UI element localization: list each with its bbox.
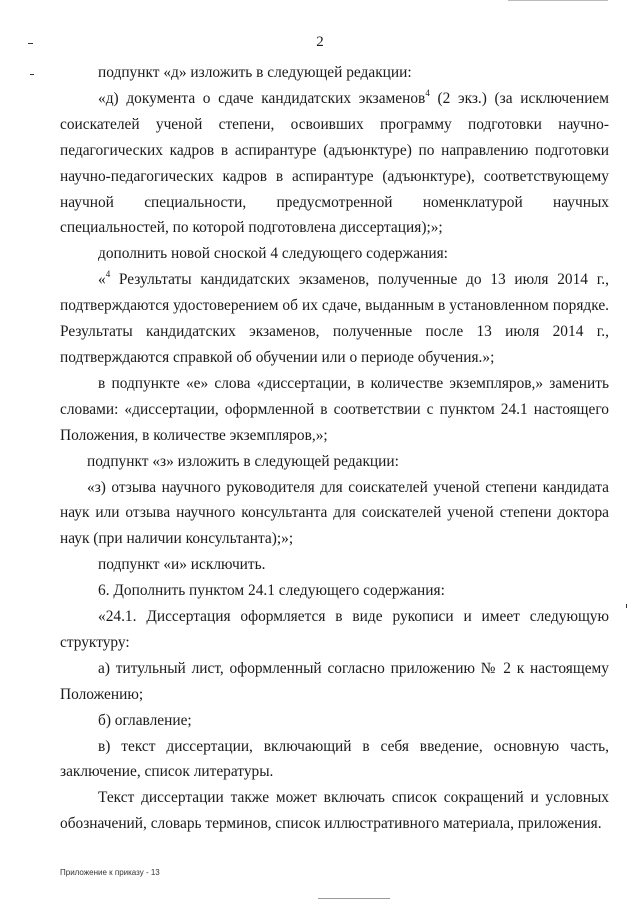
paragraph (60, 86, 609, 241)
paragraph: Текст диссертации также может включать список сокращений и условных обозначений, словарь терминов, список иллюстративного материала, приложения. (60, 789, 609, 833)
paragraph-text: « (98, 271, 106, 289)
paragraph: подпункт «и» исключить. (98, 556, 266, 574)
footnote-ref: 4 (105, 269, 111, 280)
paragraph: а) титульный лист, оформленный согласно приложению № 2 к настоящему Положению; (60, 659, 609, 703)
footer-text: Приложение к приказу - 13 (60, 868, 160, 877)
paragraph: в подпункте «е» слова «диссертации, в количестве экземпляров,» заменить словами: «диссертации, оформленной в соответствии с пунктом 24.1 настоящего Положения, в количестве экземпляров,»; (60, 374, 609, 444)
scan-edge-line (508, 0, 608, 1)
document-body (60, 60, 609, 837)
paragraph: подпункт «д» изложить в следующей редакции: (98, 64, 412, 81)
paragraph: 6. Дополнить пунктом 24.1 следующего содержания: (98, 582, 445, 600)
paragraph: б) оглавление; (98, 711, 192, 729)
paragraph: «з) отзыва научного руководителя для соискателей ученой степени кандидата наук или отзыва научного консультанта для соискателей ученой степени доктора наук (при наличии консультанта);»; (60, 478, 609, 548)
paragraph (60, 267, 609, 371)
paragraph-text: Результаты кандидатских экзаменов, полученные до 13 июля 2014 г., подтверждаются удостоверением об их сдаче, выданным в установленном порядке. Результаты кандидатских экзаменов, полученные после 13 июля 2014 г., подтверждаются справкой об обучении или о периоде обучения.»; (60, 271, 609, 366)
paragraph: «24.1. Диссертация оформляется в виде рукописи и имеет следующую структуру: (60, 608, 609, 651)
paragraph: подпункт «з» изложить в следующей редакции: (87, 452, 399, 470)
paragraph-text: (2 экз.) (за исключением соискателей ученой степени, освоивших программу подготовки научно-педагогических кадров в аспирантуре (адъюнктуре) по направлению подготовки научно-педагогических кадров в аспирантуре (адъюнктуре), соответствующему научной специальности, предусмотренной номенклатурой научных специальностей, по которой подготовлена диссертация);»; (60, 89, 610, 237)
scan-edge-line (318, 898, 390, 899)
paragraph: дополнить новой сноской 4 следующего содержания: (98, 245, 448, 263)
scan-mark (626, 604, 627, 608)
scan-mark (30, 74, 34, 75)
paragraph: в) текст диссертации, включающий в себя введение, основную часть, заключение, список литературы. (60, 737, 609, 781)
page-number: 2 (316, 34, 324, 50)
paragraph-text: «д) документа о сдаче кандидатских экзаменов (98, 89, 426, 107)
footnote-ref: 4 (425, 87, 430, 98)
